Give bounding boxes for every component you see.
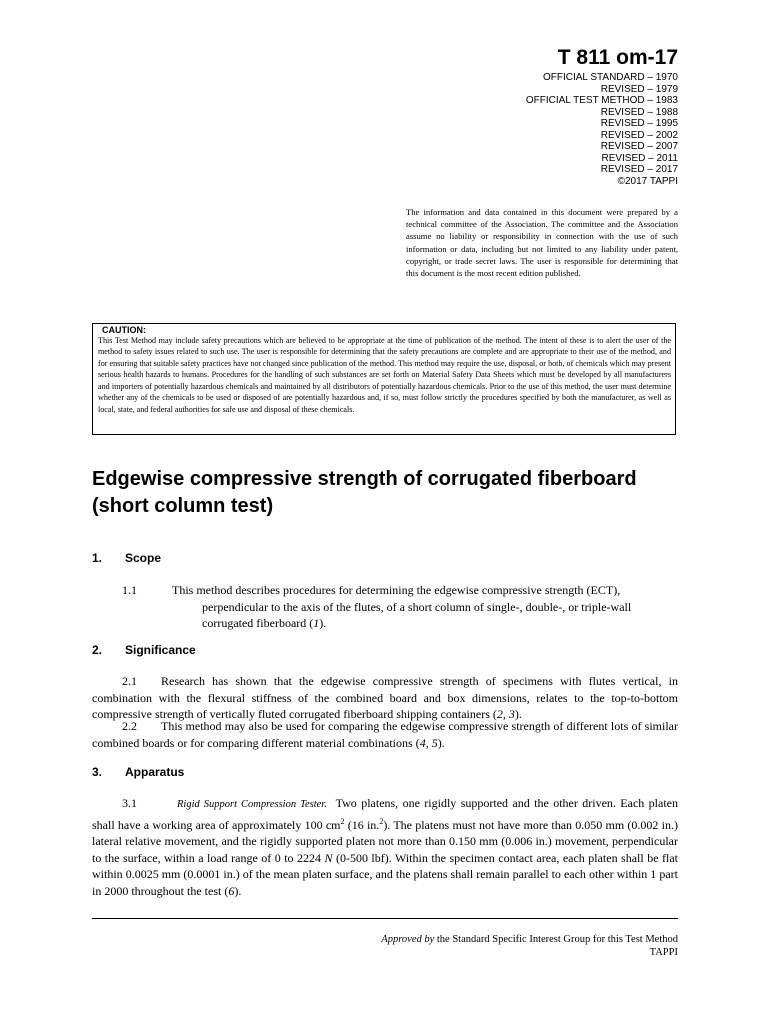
section-title: Significance [125, 643, 196, 657]
history-line: REVISED – 2002 [600, 129, 678, 141]
paragraph-caption: Rigid Support Compression Tester. [177, 799, 327, 810]
revision-history [526, 72, 678, 187]
approval-line [381, 933, 678, 946]
caution-box [92, 323, 676, 435]
history-line: OFFICIAL STANDARD – 1970 [542, 72, 678, 83]
footer-divider [92, 918, 678, 919]
page-footer [381, 933, 678, 959]
paragraph-1-1 [122, 582, 678, 632]
copyright-line: ©2017 TAPPI [617, 175, 678, 187]
paragraph-number: 1.1 [122, 583, 137, 597]
text-run: (16 in. [344, 817, 380, 832]
document-title: Edgewise compressive strength of corrugated fiberboard (short column test) [92, 468, 637, 517]
paragraph-2-1 [92, 673, 678, 723]
paragraph-line [122, 615, 678, 632]
section-number: 1. [92, 551, 103, 565]
paragraph-3-1 [92, 795, 678, 900]
section-title: Scope [125, 551, 162, 565]
disclaimer-text: The information and data contained in this document were prepared by a technical committee of the Association. The committee and the Association assume no liability or responsibility in connection with the use of such information or data, including but not limited to any liability under patent, copyright, or trade secret laws. The user is responsible for determining that this document is the most recent edition published. [406, 207, 678, 279]
section-heading-significance [92, 643, 196, 657]
history-line: REVISED – 2017 [600, 164, 678, 175]
superscript: 2 [379, 816, 384, 826]
history-line: OFFICIAL TEST METHOD – 1983 [525, 95, 678, 106]
unit-symbol: N [324, 850, 333, 865]
paragraph-line: perpendicular to the axis of the flutes, of a short column of single-, double-, or triple-wall [202, 599, 632, 614]
history-line: REVISED – 2011 [601, 152, 678, 164]
superscript: 2 [340, 816, 345, 826]
paragraph-number: 2.2 [122, 719, 137, 733]
document-id: T 811 om-17 [557, 46, 678, 69]
section-heading-apparatus [92, 765, 184, 779]
text-run: ). [514, 707, 522, 722]
text-run: corrugated fiberboard ( [202, 616, 314, 631]
approval-text: the Standard Specific Interest Group for this Test Method [434, 934, 678, 945]
paragraph-number: 3.1 [122, 796, 137, 810]
history-line: REVISED – 1995 [600, 118, 678, 129]
section-heading-scope [92, 551, 161, 565]
approved-by-label: Approved by [381, 934, 435, 945]
section-title: Apparatus [125, 765, 185, 779]
paragraph-number: 2.1 [122, 674, 137, 688]
section-number: 3. [92, 765, 103, 779]
text-run: This method may also be used for comparing the edgewise compressive strength of different lots of similar combined boards or for comparing different material combinations ( [92, 719, 678, 750]
reference-link[interactable]: 2, 3 [496, 707, 515, 722]
paragraph-line: This method describes procedures for determining the edgewise compressive strength (ECT), [172, 583, 621, 597]
caution-title: CAUTION: [102, 325, 146, 335]
text-run: ). [234, 883, 242, 898]
text-run: ). [437, 735, 445, 750]
document-header [526, 46, 678, 187]
text-run: ). [319, 616, 327, 631]
history-line: REVISED – 2007 [600, 141, 678, 152]
reference-link[interactable]: 6 [228, 883, 235, 898]
paragraph-2-2 [92, 718, 678, 751]
section-number: 2. [92, 643, 103, 657]
text-run: Research has shown that the edgewise compressive strength of specimens with flutes vertical, in combination with the flexural stiffness of the combined board and box dimensions, relates to the top-to-bottom compressive strength of vertically fluted corrugated fiberboard shipping containers ( [92, 674, 678, 722]
reference-link[interactable]: 4, 5 [419, 735, 438, 750]
history-line: REVISED – 1988 [600, 106, 678, 118]
reference-link[interactable]: 1 [313, 616, 320, 631]
text-run: ). The platens must not have more than 0.050 mm (0.002 in.) lateral relative movement, and the rigidly supported platen not more than 0.150 mm (0.006 in.) movement, perpendicular to the surface, within a load range of 0 to 2224 [92, 817, 678, 865]
text-run: Two platens, one rigidly supported and the other driven. Each platen shall have a working area of approximately 100 cm [92, 796, 678, 832]
caution-text: This Test Method may include safety precautions which are believed to be appropriate at the time of publication of the method. The intent of these is to alert the user of the method to safety issues related to such use. The user is responsible for determining that the safety precautions are complete and are appropriate to their use of the method, and for ensuring that suitable safety practices have not changed since publication of the method. This method may require the use, disposal, or both, of chemicals which may present serious health hazards to humans. Procedures for the handling of such substances are set forth on Material Safety Data Sheets which must be developed by all manufacturers and importers of potentially hazardous chemicals and maintained by all distributors of potentially hazardous chemicals. Prior to the use of this method, the user must determine whether any of the chemicals to be used or disposed of are potentially hazardous and, if so, must follow strictly the procedures specified by both the manufacturer, as well as local, state, and federal authorities for safe use and disposal of these chemicals. [98, 336, 671, 414]
footer-org: TAPPI [649, 947, 678, 958]
text-run: (0-500 lbf). Within the specimen contact area, each platen shall be flat within 0.0025 mm (0.0001 in.) of the mean platen surface, and the platens shall remain parallel to each other within 1 part in 2000 throughout the test ( [92, 850, 678, 898]
history-line: REVISED – 1979 [600, 83, 678, 95]
